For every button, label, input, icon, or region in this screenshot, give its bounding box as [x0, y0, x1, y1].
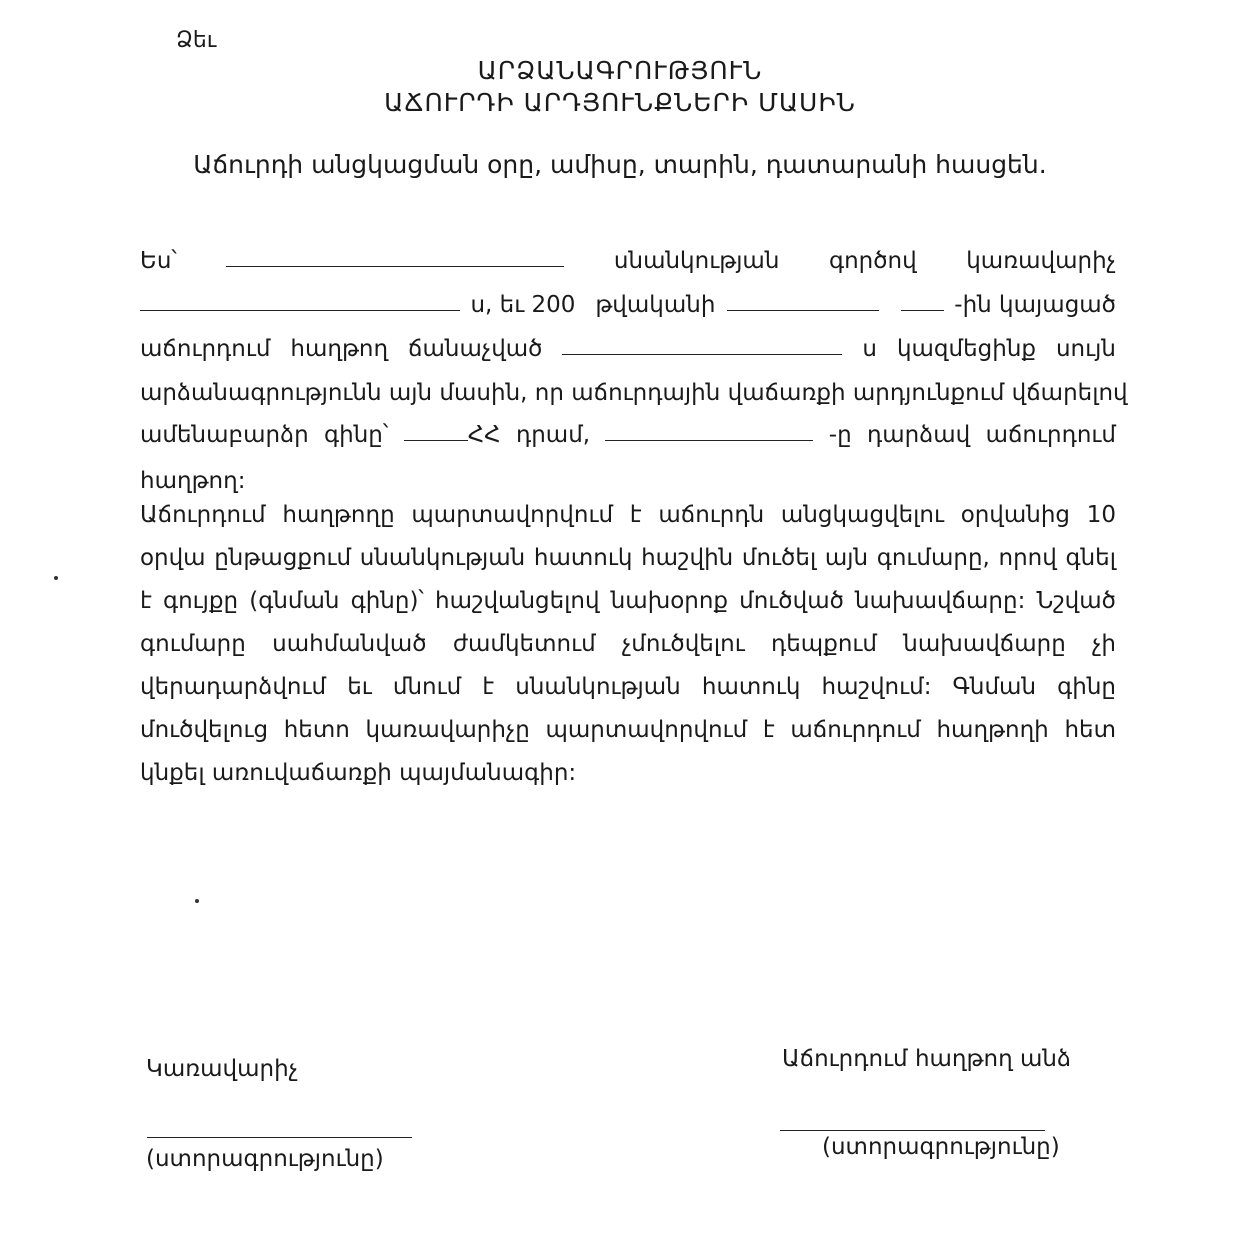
text-year: թվականի: [595, 292, 716, 318]
body-line-6: [140, 452, 1116, 494]
text-suffix: -ը: [828, 422, 852, 448]
text-price: գինը՝: [324, 422, 389, 448]
text-case: գործով: [828, 248, 917, 274]
text-this: սույն: [1055, 336, 1116, 362]
text-line-4: արձանագրությունն այն մասին, որ աճուրդային վաճառքի արդյունքում վճարելով: [140, 380, 1128, 406]
text-highest: ամենաբարձր: [140, 422, 309, 448]
body-line-3: [140, 320, 1116, 362]
form-label: Ձեւ: [176, 28, 217, 53]
scan-speck: [54, 576, 58, 580]
blank-debtor-name[interactable]: [140, 309, 460, 311]
manager-signature-label: Կառավարիչ: [146, 1056, 298, 1082]
blank-buyer-name[interactable]: [605, 439, 813, 441]
text-manager: կառավարիչ: [966, 248, 1116, 274]
text-bankruptcy: սնանկության: [613, 248, 780, 274]
document-title-subject: ԱՃՈՒՐԴԻ ԱՐԴՅՈՒՆՔՆԵՐԻ ՄԱՍԻՆ: [384, 88, 856, 117]
text-i: Ես՝: [140, 248, 177, 274]
blank-month[interactable]: [727, 309, 878, 311]
blank-winner-name[interactable]: [562, 353, 842, 355]
body-line-4: [140, 364, 1128, 406]
text-winner: հաղթող: [290, 336, 389, 362]
manager-signature-line[interactable]: [147, 1137, 412, 1138]
blank-manager-name[interactable]: [226, 265, 564, 267]
text-year-prefix: ս, եւ 200: [470, 292, 576, 318]
manager-signature-caption: (ստորագրությունը): [146, 1146, 384, 1172]
text-and: ս: [862, 336, 877, 362]
text-held: -ին կայացած: [954, 292, 1116, 318]
text-became: դարձավ: [867, 422, 971, 448]
body-line-2: [140, 276, 1116, 318]
body-line-5: [140, 406, 1116, 448]
text-recognized: ճանաչված: [408, 336, 543, 362]
text-compiled: կազմեցինք: [896, 336, 1037, 362]
winner-signature-caption: (ստորագրությունը): [822, 1134, 1060, 1160]
text-in-auction: աճուրդում: [140, 336, 271, 362]
price-amount: [404, 422, 501, 448]
text-in-auction-2: աճուրդում: [985, 422, 1116, 448]
document-subtitle: Աճուրդի անցկացման օրը, ամիսը, տարին, դատարանի հասցեն.: [193, 150, 1047, 179]
blank-day[interactable]: [901, 309, 945, 311]
text-winner-end: հաղթող:: [140, 468, 246, 494]
body-line-1: [140, 232, 1116, 274]
winner-signature-line[interactable]: [780, 1130, 1045, 1131]
document-title: ԱՐՁԱՆԱԳՐՈՒԹՅՈՒՆ: [477, 56, 763, 85]
scan-speck: [195, 899, 199, 903]
text-dram: դրամ,: [515, 422, 591, 448]
blank-price-amount[interactable]: [404, 439, 468, 441]
text-currency-code: ՀՀ: [467, 422, 501, 448]
winner-signature-label: Աճուրդում հաղթող անձ: [782, 1046, 1071, 1072]
terms-paragraph: Աճուրդում հաղթողը պարտավորվում է աճուրդն անցկացվելու օրվանից 10 օրվա ընթացքում սնանկության հատուկ հաշվին մուծել այն գումարը, որով գնել է գույքը (գնման գինը)՝ հաշվանցելով նախօրոք մուծված նախավճարը: Նշված գումարը սահմանված ժամկետում չմուծվելու դեպքում նախավճարը չի վերադարձվում եւ մնում է սնանկության հատուկ հաշվում: Գնման գինը մուծվելուց հետո կառավարիչը պարտավորվում է աճուրդում հաղթողի հետ կնքել առուվաճառքի պայմանագիր:: [140, 502, 1116, 786]
